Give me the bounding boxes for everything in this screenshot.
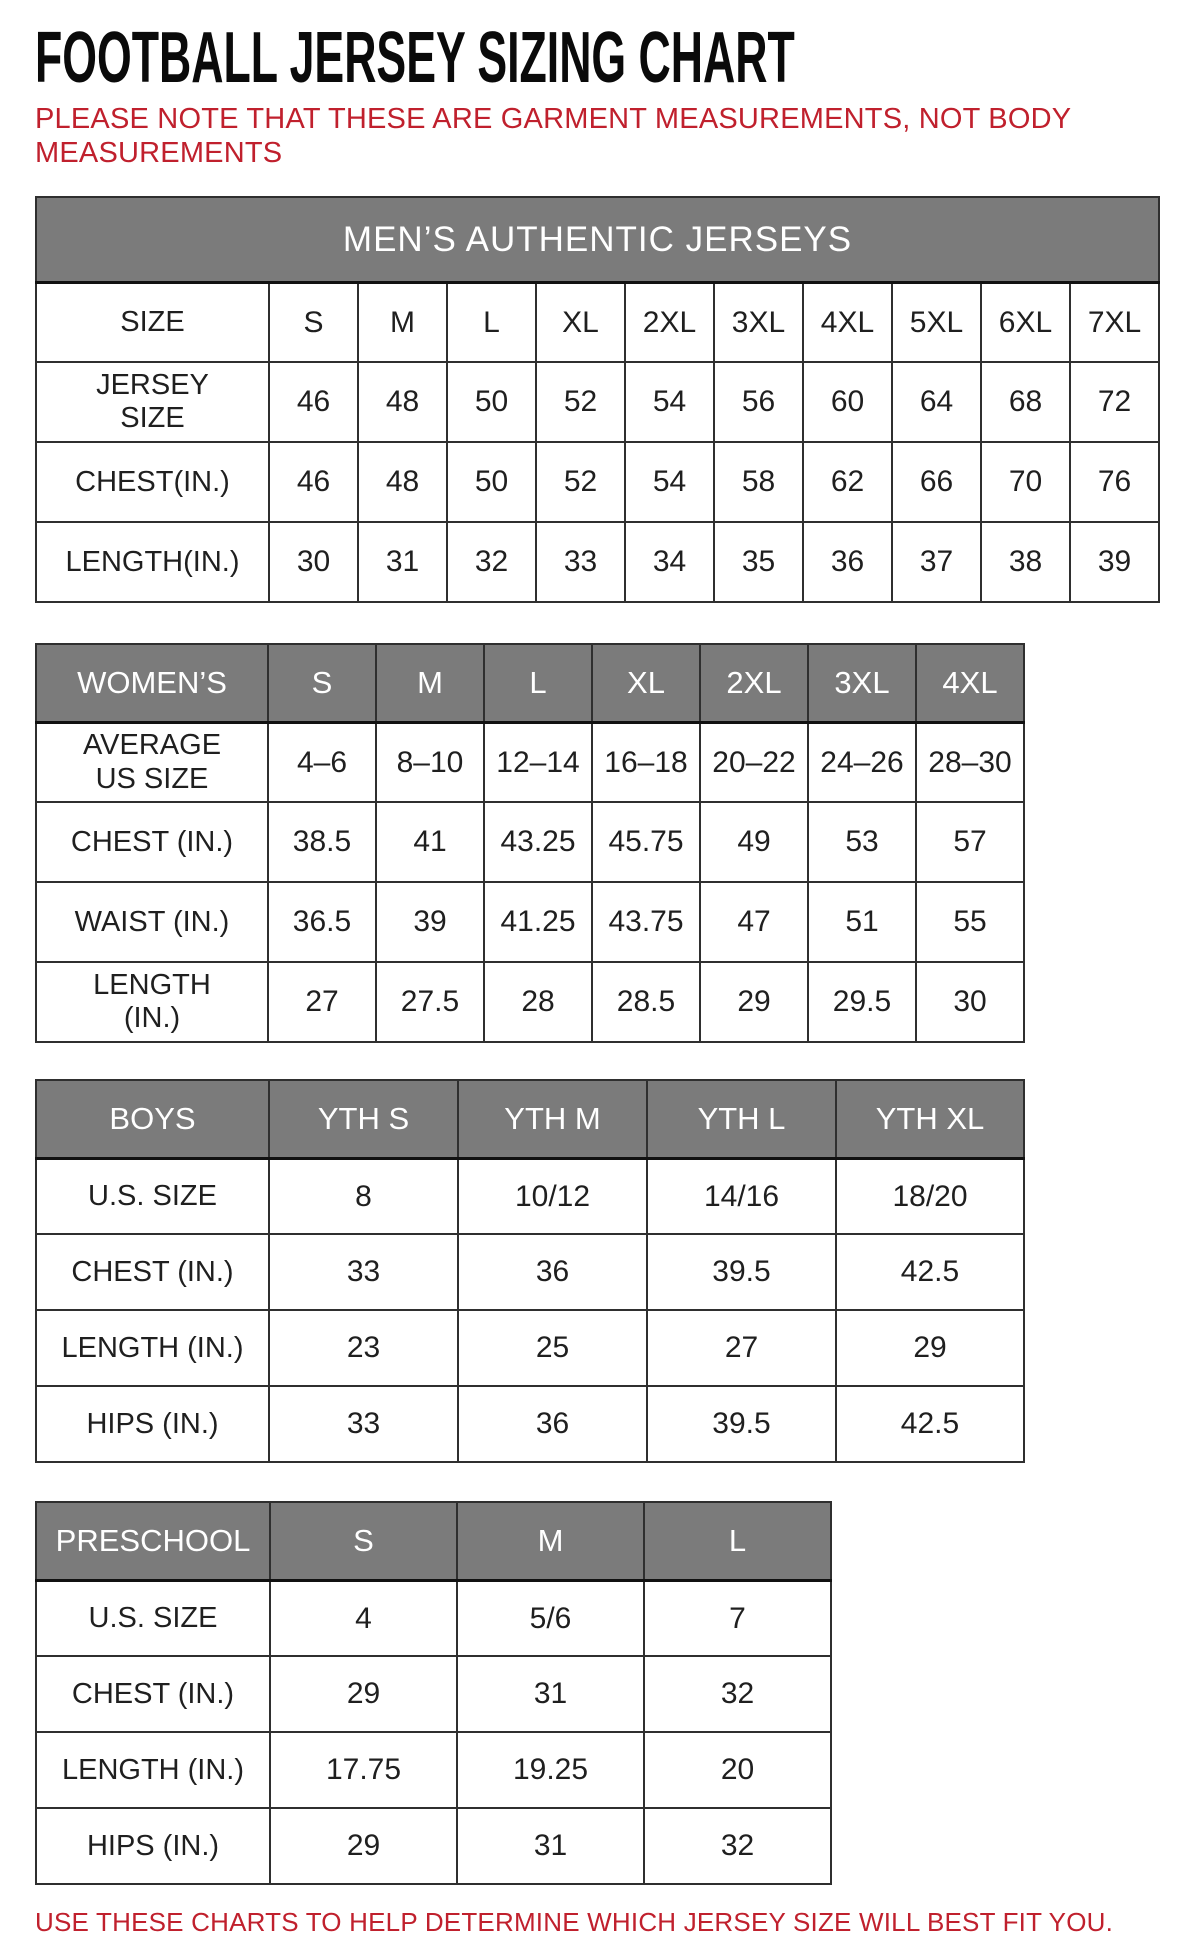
row-label: HIPS (IN.) <box>36 1808 270 1884</box>
size-value: 6XL <box>981 282 1070 362</box>
size-value: 2XL <box>625 282 714 362</box>
size-value: 30 <box>916 962 1024 1042</box>
size-value: 24–26 <box>808 722 916 802</box>
size-value: 56 <box>714 362 803 442</box>
size-value: 28–30 <box>916 722 1024 802</box>
size-value: 12–14 <box>484 722 592 802</box>
size-value: 39.5 <box>647 1234 836 1310</box>
size-value: 8 <box>269 1158 458 1234</box>
size-value: 38 <box>981 522 1070 602</box>
size-value: 37 <box>892 522 981 602</box>
row-label: SIZE <box>36 282 269 362</box>
preschool-header-row <box>36 1502 831 1580</box>
size-column-header: 2XL <box>700 644 808 722</box>
size-value: 54 <box>625 362 714 442</box>
size-value: 29 <box>836 1310 1024 1386</box>
size-value: 10/12 <box>458 1158 647 1234</box>
mens-jersey-size-row <box>36 362 1159 442</box>
size-value: 45.75 <box>592 802 700 882</box>
boys-jerseys-table <box>35 1079 1025 1463</box>
boys-us-size-row <box>36 1158 1024 1234</box>
size-value: 28.5 <box>592 962 700 1042</box>
boys-hips-row <box>36 1386 1024 1462</box>
boys-chest-row <box>36 1234 1024 1310</box>
size-value: 46 <box>269 362 358 442</box>
row-label: CHEST (IN.) <box>36 1656 270 1732</box>
size-column-header: S <box>270 1502 457 1580</box>
size-value: 20 <box>644 1732 831 1808</box>
size-value: 41.25 <box>484 882 592 962</box>
size-value: 33 <box>269 1234 458 1310</box>
size-value: 57 <box>916 802 1024 882</box>
size-value: 50 <box>447 442 536 522</box>
size-value: 42.5 <box>836 1234 1024 1310</box>
row-label: AVERAGE US SIZE <box>36 722 268 802</box>
preschool-us-size-row <box>36 1580 831 1656</box>
size-column-header: M <box>457 1502 644 1580</box>
size-value: 55 <box>916 882 1024 962</box>
size-value: 27.5 <box>376 962 484 1042</box>
mens-table-band-row <box>36 197 1159 282</box>
size-value: 14/16 <box>647 1158 836 1234</box>
row-label: WAIST (IN.) <box>36 882 268 962</box>
size-value: 3XL <box>714 282 803 362</box>
size-value: 51 <box>808 882 916 962</box>
womens-header-row <box>36 644 1024 722</box>
size-value: 25 <box>458 1310 647 1386</box>
size-value: 47 <box>700 882 808 962</box>
size-value: 39 <box>1070 522 1159 602</box>
table-header-label: WOMEN’S <box>36 644 268 722</box>
size-value: 33 <box>269 1386 458 1462</box>
size-value: 33 <box>536 522 625 602</box>
size-value: 52 <box>536 362 625 442</box>
mens-length-row <box>36 522 1159 602</box>
size-value: 7 <box>644 1580 831 1656</box>
size-value: 68 <box>981 362 1070 442</box>
size-value: 29.5 <box>808 962 916 1042</box>
size-value: 31 <box>358 522 447 602</box>
preschool-length-row <box>36 1732 831 1808</box>
size-value: 53 <box>808 802 916 882</box>
boys-header-row <box>36 1080 1024 1158</box>
size-value: 19.25 <box>457 1732 644 1808</box>
size-column-header: YTH XL <box>836 1080 1024 1158</box>
boys-length-row <box>36 1310 1024 1386</box>
preschool-chest-row <box>36 1656 831 1732</box>
size-value: 23 <box>269 1310 458 1386</box>
size-value: 4XL <box>803 282 892 362</box>
table-header-label: PRESCHOOL <box>36 1502 270 1580</box>
preschool-jerseys-table <box>35 1501 832 1885</box>
size-value: L <box>447 282 536 362</box>
size-value: S <box>269 282 358 362</box>
womens-jerseys-table <box>35 643 1025 1043</box>
size-value: 4–6 <box>268 722 376 802</box>
size-value: 39.5 <box>647 1386 836 1462</box>
womens-chest-row <box>36 802 1024 882</box>
size-value: 66 <box>892 442 981 522</box>
size-value: M <box>358 282 447 362</box>
size-value: 43.75 <box>592 882 700 962</box>
row-label: LENGTH (IN.) <box>36 1732 270 1808</box>
row-label: LENGTH (IN.) <box>36 1310 269 1386</box>
size-value: 5/6 <box>457 1580 644 1656</box>
size-value: 43.25 <box>484 802 592 882</box>
size-value: 27 <box>647 1310 836 1386</box>
size-value: 72 <box>1070 362 1159 442</box>
size-value: 29 <box>700 962 808 1042</box>
size-value: 17.75 <box>270 1732 457 1808</box>
size-value: 36 <box>803 522 892 602</box>
mens-table-title: MEN’S AUTHENTIC JERSEYS <box>36 197 1159 282</box>
size-value: 70 <box>981 442 1070 522</box>
size-value: 29 <box>270 1808 457 1884</box>
size-column-header: L <box>484 644 592 722</box>
size-value: 31 <box>457 1808 644 1884</box>
size-value: 39 <box>376 882 484 962</box>
row-label: U.S. SIZE <box>36 1580 270 1656</box>
mens-chest-row <box>36 442 1159 522</box>
size-value: 27 <box>268 962 376 1042</box>
size-value: 7XL <box>1070 282 1159 362</box>
row-label: CHEST (IN.) <box>36 1234 269 1310</box>
footer-note: USE THESE CHARTS TO HELP DETERMINE WHICH JERSEY SIZE WILL BEST FIT YOU. <box>35 1907 1114 1938</box>
size-value: 42.5 <box>836 1386 1024 1462</box>
size-value: 34 <box>625 522 714 602</box>
size-value: 50 <box>447 362 536 442</box>
row-label: CHEST(IN.) <box>36 442 269 522</box>
size-value: 28 <box>484 962 592 1042</box>
womens-length-row <box>36 962 1024 1042</box>
size-value: 4 <box>270 1580 457 1656</box>
size-column-header: L <box>644 1502 831 1580</box>
size-value: 32 <box>644 1656 831 1732</box>
size-value: 58 <box>714 442 803 522</box>
table-header-label: BOYS <box>36 1080 269 1158</box>
row-label: LENGTH(IN.) <box>36 522 269 602</box>
size-value: 8–10 <box>376 722 484 802</box>
size-value: 35 <box>714 522 803 602</box>
row-label: JERSEY SIZE <box>36 362 269 442</box>
size-column-header: YTH M <box>458 1080 647 1158</box>
row-label: HIPS (IN.) <box>36 1386 269 1462</box>
mens-authentic-jerseys-table <box>35 196 1160 603</box>
size-value: 32 <box>644 1808 831 1884</box>
size-column-header: YTH L <box>647 1080 836 1158</box>
mens-size-row <box>36 282 1159 362</box>
row-label: LENGTH (IN.) <box>36 962 268 1042</box>
size-column-header: XL <box>592 644 700 722</box>
row-label: U.S. SIZE <box>36 1158 269 1234</box>
size-value: 36.5 <box>268 882 376 962</box>
size-value: 48 <box>358 442 447 522</box>
size-value: 48 <box>358 362 447 442</box>
row-label: CHEST (IN.) <box>36 802 268 882</box>
size-value: 30 <box>269 522 358 602</box>
size-value: 36 <box>458 1234 647 1310</box>
size-value: 20–22 <box>700 722 808 802</box>
size-value: 38.5 <box>268 802 376 882</box>
size-value: XL <box>536 282 625 362</box>
size-value: 52 <box>536 442 625 522</box>
size-value: 18/20 <box>836 1158 1024 1234</box>
size-value: 16–18 <box>592 722 700 802</box>
size-value: 46 <box>269 442 358 522</box>
size-value: 36 <box>458 1386 647 1462</box>
size-value: 60 <box>803 362 892 442</box>
size-value: 76 <box>1070 442 1159 522</box>
size-value: 31 <box>457 1656 644 1732</box>
womens-waist-row <box>36 882 1024 962</box>
size-column-header: YTH S <box>269 1080 458 1158</box>
womens-us-size-row <box>36 722 1024 802</box>
size-value: 54 <box>625 442 714 522</box>
size-value: 41 <box>376 802 484 882</box>
size-value: 62 <box>803 442 892 522</box>
size-column-header: M <box>376 644 484 722</box>
size-value: 32 <box>447 522 536 602</box>
size-value: 29 <box>270 1656 457 1732</box>
preschool-hips-row <box>36 1808 831 1884</box>
page-title: FOOTBALL JERSEY SIZING CHART <box>35 18 795 98</box>
size-value: 64 <box>892 362 981 442</box>
garment-measurements-note: PLEASE NOTE THAT THESE ARE GARMENT MEASUREMENTS, NOT BODY MEASUREMENTS <box>35 103 1071 170</box>
size-column-header: S <box>268 644 376 722</box>
size-value: 5XL <box>892 282 981 362</box>
size-value: 49 <box>700 802 808 882</box>
size-column-header: 3XL <box>808 644 916 722</box>
size-column-header: 4XL <box>916 644 1024 722</box>
